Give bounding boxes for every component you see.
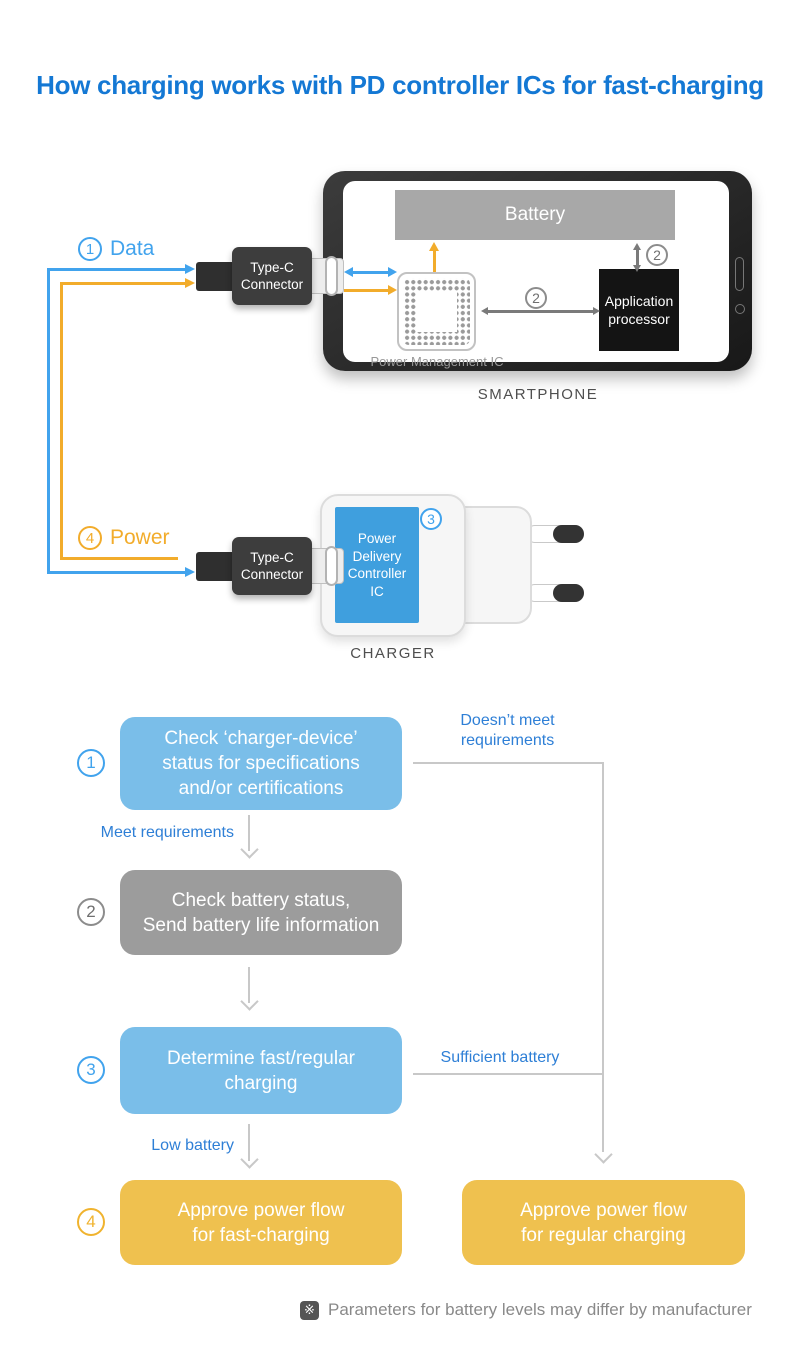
power-flow-label-text: Power <box>110 526 170 549</box>
flow-step-3-badge: 3 <box>77 1056 105 1084</box>
data-arrowhead-phone-icon <box>185 264 195 274</box>
sufficient-battery-label: Sufficient battery <box>440 1049 560 1066</box>
flow-step-2-badge: 2 <box>77 898 105 926</box>
bypass-vertical-line <box>602 762 604 1152</box>
pdc-line4: IC <box>370 583 384 599</box>
pmic-ap-left-head-icon <box>481 307 488 315</box>
battery-block <box>395 190 675 240</box>
flow-box-line: Approve power flow <box>520 1199 687 1221</box>
arrow-down-icon <box>594 1145 612 1163</box>
pmic-ap-link <box>486 310 594 313</box>
flow-box-line: Determine fast/regular <box>167 1047 355 1069</box>
flow-box-line: Approve power flow <box>177 1199 345 1221</box>
circled-1-icon: 1 <box>78 237 102 261</box>
flow-box-regular-charging <box>462 1180 745 1265</box>
usb-c-port-icon <box>325 256 338 296</box>
data-arrowhead-charger-icon <box>185 567 195 577</box>
connector-pmic-data-arrow <box>352 271 388 274</box>
battery-ap-up-head-icon <box>633 243 641 250</box>
power-line-top <box>60 282 185 285</box>
usb-c-port-icon <box>325 546 338 586</box>
power-delivery-controller-block <box>335 507 419 623</box>
circled-2-icon: 2 <box>646 244 668 266</box>
circled-4-icon: 4 <box>78 526 102 550</box>
battery-label: Battery <box>504 204 566 225</box>
pdc-line1: Power <box>357 531 397 546</box>
type-c-line1: Type-C <box>250 550 294 565</box>
pmic-ap-right-head-icon <box>593 307 600 315</box>
flow-box-battery-status <box>120 870 402 955</box>
sufficient-battery-branch-line <box>413 1073 604 1075</box>
page-title: How charging works with PD controller ICs for fast-charging <box>36 70 764 100</box>
label-line: requirements <box>460 732 555 749</box>
plug-prong-top <box>526 525 584 543</box>
flow-box-line: Check ‘charger-device’ <box>164 728 358 749</box>
label-line: Doesn’t meet <box>460 712 555 729</box>
flow-box-line: Check battery status, <box>171 889 351 911</box>
data-line-bottom <box>47 571 185 574</box>
power-line-vertical <box>60 282 63 560</box>
reference-mark-icon: ※ <box>300 1301 319 1320</box>
power-management-ic-chip <box>397 272 476 351</box>
type-c-line2: Connector <box>240 567 304 582</box>
power-arrow-head-icon <box>388 285 397 295</box>
data-line-vertical <box>47 268 50 574</box>
connector-pmic-power-arrow <box>344 289 388 292</box>
flow-step-4-badge: 4 <box>77 1208 105 1236</box>
arrow-down-icon <box>240 992 258 1010</box>
low-battery-label: Low battery <box>151 1137 234 1154</box>
power-line-bottom <box>60 557 178 560</box>
flow-box-line: status for specifications <box>162 753 360 774</box>
pmic-battery-arrowhead-icon <box>429 242 439 251</box>
type-c-line2: Connector <box>240 277 304 292</box>
flow-box-line: Send battery life information <box>142 914 380 936</box>
smartphone-caption: SMARTPHONE <box>477 386 599 403</box>
flow-step-1-badge: 1 <box>77 749 105 777</box>
type-c-line1: Type-C <box>250 260 294 275</box>
ap-label-line2: processor <box>608 311 670 327</box>
flow-box-determine-charging <box>120 1027 402 1114</box>
doesnt-meet-label <box>430 711 585 751</box>
flow-box-line: charging <box>224 1072 298 1094</box>
pdc-line2: Delivery <box>352 548 402 564</box>
data-line-top <box>47 268 187 271</box>
flow-box-check-status <box>120 717 402 810</box>
circled-2-icon: 2 <box>525 287 547 309</box>
application-processor-block <box>599 269 679 351</box>
data-arrow-right-head-icon <box>388 267 397 277</box>
power-arrowhead-phone-icon <box>185 278 195 288</box>
meet-requirements-label: Meet requirements <box>100 824 234 841</box>
type-c-connector-charger <box>232 537 312 595</box>
battery-ap-down-head-icon <box>633 265 641 272</box>
doesnt-meet-branch-line <box>413 762 604 764</box>
plug-prong-bottom <box>526 584 584 602</box>
pdc-line3: Controller <box>347 566 407 581</box>
charger-caption: CHARGER <box>350 645 436 662</box>
arrow-down-icon <box>240 1150 258 1168</box>
data-flow-label <box>78 237 154 261</box>
pmic-battery-arrow <box>433 249 436 272</box>
ap-label-line1: Application <box>604 293 674 309</box>
prong-tip-icon <box>553 584 584 602</box>
chip-core <box>416 291 457 332</box>
flow-box-line: for fast-charging <box>192 1224 330 1246</box>
data-arrow-left-head-icon <box>344 267 353 277</box>
flow-box-line: and/or certifications <box>178 778 344 799</box>
flow-box-line: for regular charging <box>521 1224 686 1246</box>
flow-box-fast-charging <box>120 1180 402 1265</box>
circled-3-icon: 3 <box>420 508 442 530</box>
earpiece-icon <box>735 257 744 291</box>
prong-tip-icon <box>553 525 584 543</box>
footnote-text: Parameters for battery levels may differ by manufacturer <box>328 1300 752 1319</box>
pmic-label: Power Management IC <box>370 354 504 369</box>
arrow-down-icon <box>240 840 258 858</box>
footnote <box>300 1300 752 1320</box>
battery-ap-link <box>636 248 639 265</box>
data-flow-label-text: Data <box>110 237 155 260</box>
power-flow-label <box>78 526 170 550</box>
type-c-connector-phone <box>232 247 312 305</box>
camera-icon <box>735 304 745 314</box>
